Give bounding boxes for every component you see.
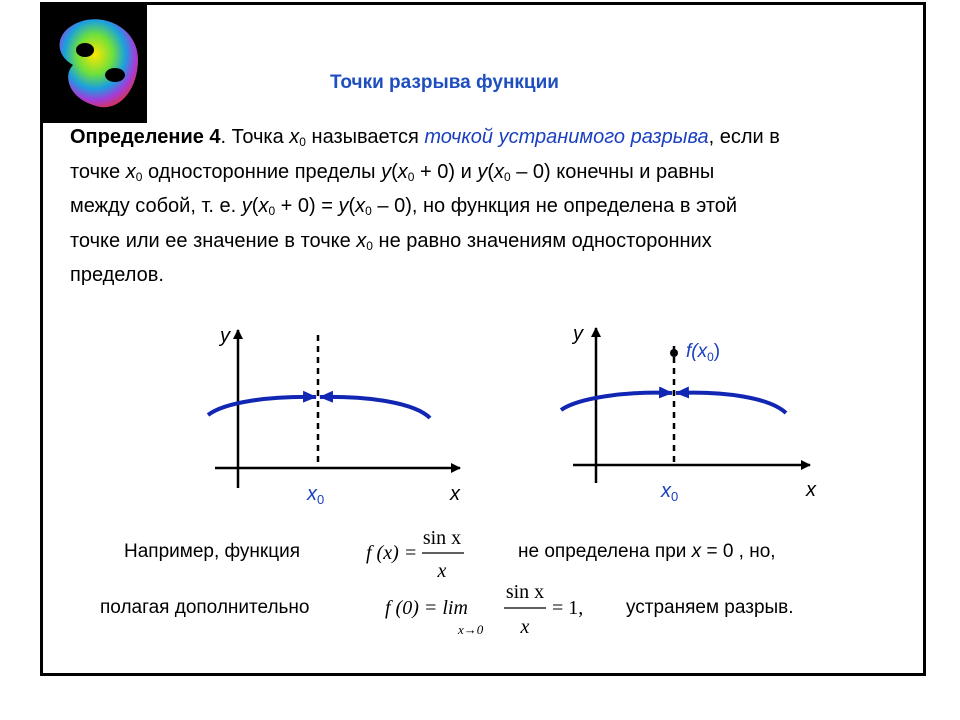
formula-limit (380, 575, 610, 645)
function-value-point (670, 349, 678, 357)
graph-right (548, 318, 838, 518)
svg-text:sin x: sin x (505, 581, 545, 603)
definition-line-4: точке или ее значение в точке $x_0$ не равно значениям односторонних (70, 229, 712, 253)
right-branch-curve (676, 393, 786, 413)
svg-text:x: x (437, 560, 447, 582)
example-line-2-text: полагая дополнительно (100, 597, 310, 618)
right-branch-curve (320, 397, 430, 418)
svg-text:x: x (520, 616, 530, 638)
definition-line-3: между собой, т. е. $y(x_0 + 0) = y(x_0 - 0)$, но функция не определена в этой (70, 195, 738, 218)
graph-left (190, 320, 480, 520)
example-line-1-text: Например, функция (124, 541, 301, 562)
x0-label: $x_0$ (307, 483, 325, 507)
y-axis-label: y (220, 325, 230, 347)
definition-paragraph (70, 120, 930, 293)
slide-title: Точки разрыва функции (330, 72, 559, 93)
point-label: $f(x_0)$ (686, 341, 721, 364)
definition-line-5: пределов. (70, 264, 164, 286)
y-axis-label: y (573, 323, 583, 345)
x-axis-label: x (450, 483, 460, 505)
left-branch-curve (208, 397, 316, 415)
definition-line-1: Определение 4. Точка $x_0$ называется точкой устранимого разрыва, если в (70, 126, 780, 149)
example-line-1-tail: не определена при x = 0 , но, (518, 541, 776, 562)
x-axis-label: x (806, 479, 816, 501)
definition-label: Определение 4 (70, 126, 221, 148)
svg-text:x→0: x→0 (458, 622, 484, 637)
x0-label: $x_0$ (661, 480, 679, 504)
definition-line-2: точке $x_0$ односторонние пределы $y(x_0 + 0)$ и $y(x_0 - 0)$ конечны и равны (70, 160, 715, 184)
svg-text:f (x) =: f (x) = (366, 542, 418, 564)
logo-image (43, 5, 147, 123)
example-line-2-tail: устраняем разрыв. (626, 597, 794, 618)
definition-term: точкой устранимого разрыва (424, 126, 709, 148)
svg-text:= 1,: = 1, (552, 597, 584, 619)
svg-text:sin x: sin x (422, 527, 462, 549)
left-branch-curve (561, 393, 672, 410)
svg-text:f (0) = lim: f (0) = lim (385, 597, 468, 619)
